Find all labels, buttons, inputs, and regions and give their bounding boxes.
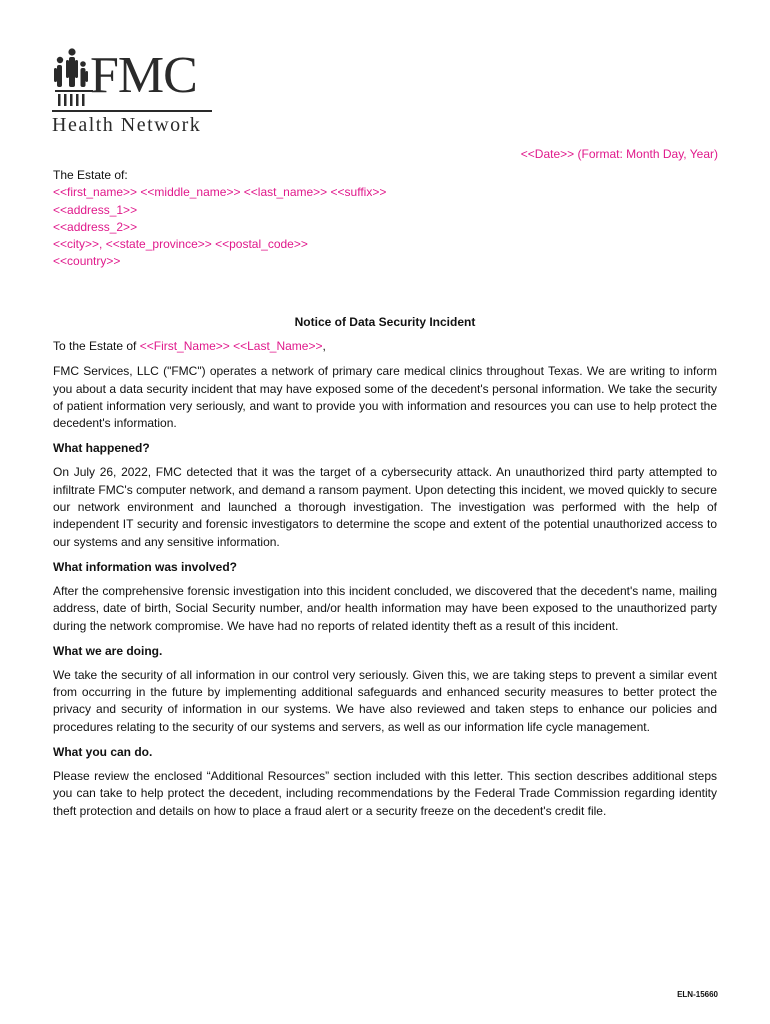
letter-title: Notice of Data Security Incident [294,315,476,329]
section-text-what-we-are-doing: We take the security of all information in our control very seriously. Given this, we are taking steps to prevent a similar event from occurring in the future by implementing additional safeguards and enhanced security measures to better protect the privacy and security of information in our systems. We have also reviewed and taken steps to enhance our policies and procedures relating to the security of our systems and servers, as well as our information life cycle management. [53,667,717,734]
recipient-city-state-postal: <<city>>, <<state_province>> <<postal_code>> [53,237,308,252]
recipient-label: The Estate of: [53,168,128,182]
salutation [53,338,717,355]
section-heading-what-we-are-doing: What we are doing. [53,643,163,658]
section-heading-what-you-can-do: What you can do. [53,745,153,760]
date-placeholder: <<Date>> (Format: Month Day, Year) [520,147,718,161]
section-text-what-happened: On July 26, 2022, FMC detected that it was the target of a cybersecurity attack. An unauthorized third party attempted to infiltrate FMC's computer network, and demand a ransom payment. Upon detecting this incident, we moved quickly to secure our network environment and launched a thorough investigation. The investigation was performed with the help of independent IT security and forensic investigators to determine the scope and extent of the potential unauthorized access to our systems and any sensitive information. [53,465,717,549]
logo-divider [52,110,212,112]
section-text-information-involved: After the comprehensive forensic investigation into this incident concluded, we discovered that the decedent's name, mailing address, date of birth, Social Security number, and/or health information may have been exposed to the unauthorized party during the network compromise. We have had no reports of related identity theft as a result of this incident. [53,583,717,633]
family-figures-icon [52,46,94,108]
salutation-name-placeholder: <<First_Name>> <<Last_Name>> [139,339,323,353]
recipient-address-1: <<address_1>> [53,202,138,217]
logo-brand-text: FMC [90,47,197,104]
fmc-logo [50,44,220,136]
intro-paragraph: FMC Services, LLC ("FMC") operates a network of primary care medical clinics throughout Texas. We are writing to inform you about a data security incident that may have exposed some of the decedent's personal information. We take the security of patient information very seriously, and want to provide you with information and resources you can use to help protect the decedent's information. [53,364,717,431]
section-heading-what-happened: What happened? [53,441,150,456]
logo-subtitle: Health Network [52,114,202,136]
section-text-what-you-can-do: Please review the enclosed “Additional Resources” section included with this letter. This section describes additional steps you can take to help protect the decedent, including recommendations by the Federal Trade Commission regarding identity theft protection and details on how to place a fraud alert or a security freeze on the decedent's credit file. [53,769,717,818]
recipient-country: <<country>> [53,254,121,269]
recipient-name-line: <<first_name>> <<middle_name>> <<last_name>> <<suffix>> [53,185,387,200]
letter-body [53,338,717,828]
salutation-prefix: To the Estate of [53,339,140,353]
section-heading-information-involved: What information was involved? [53,559,238,574]
salutation-suffix: , [322,339,326,353]
recipient-address-block [53,167,386,271]
footer-code: ELN-15660 [677,990,718,999]
recipient-address-2: <<address_2>> [53,219,138,234]
